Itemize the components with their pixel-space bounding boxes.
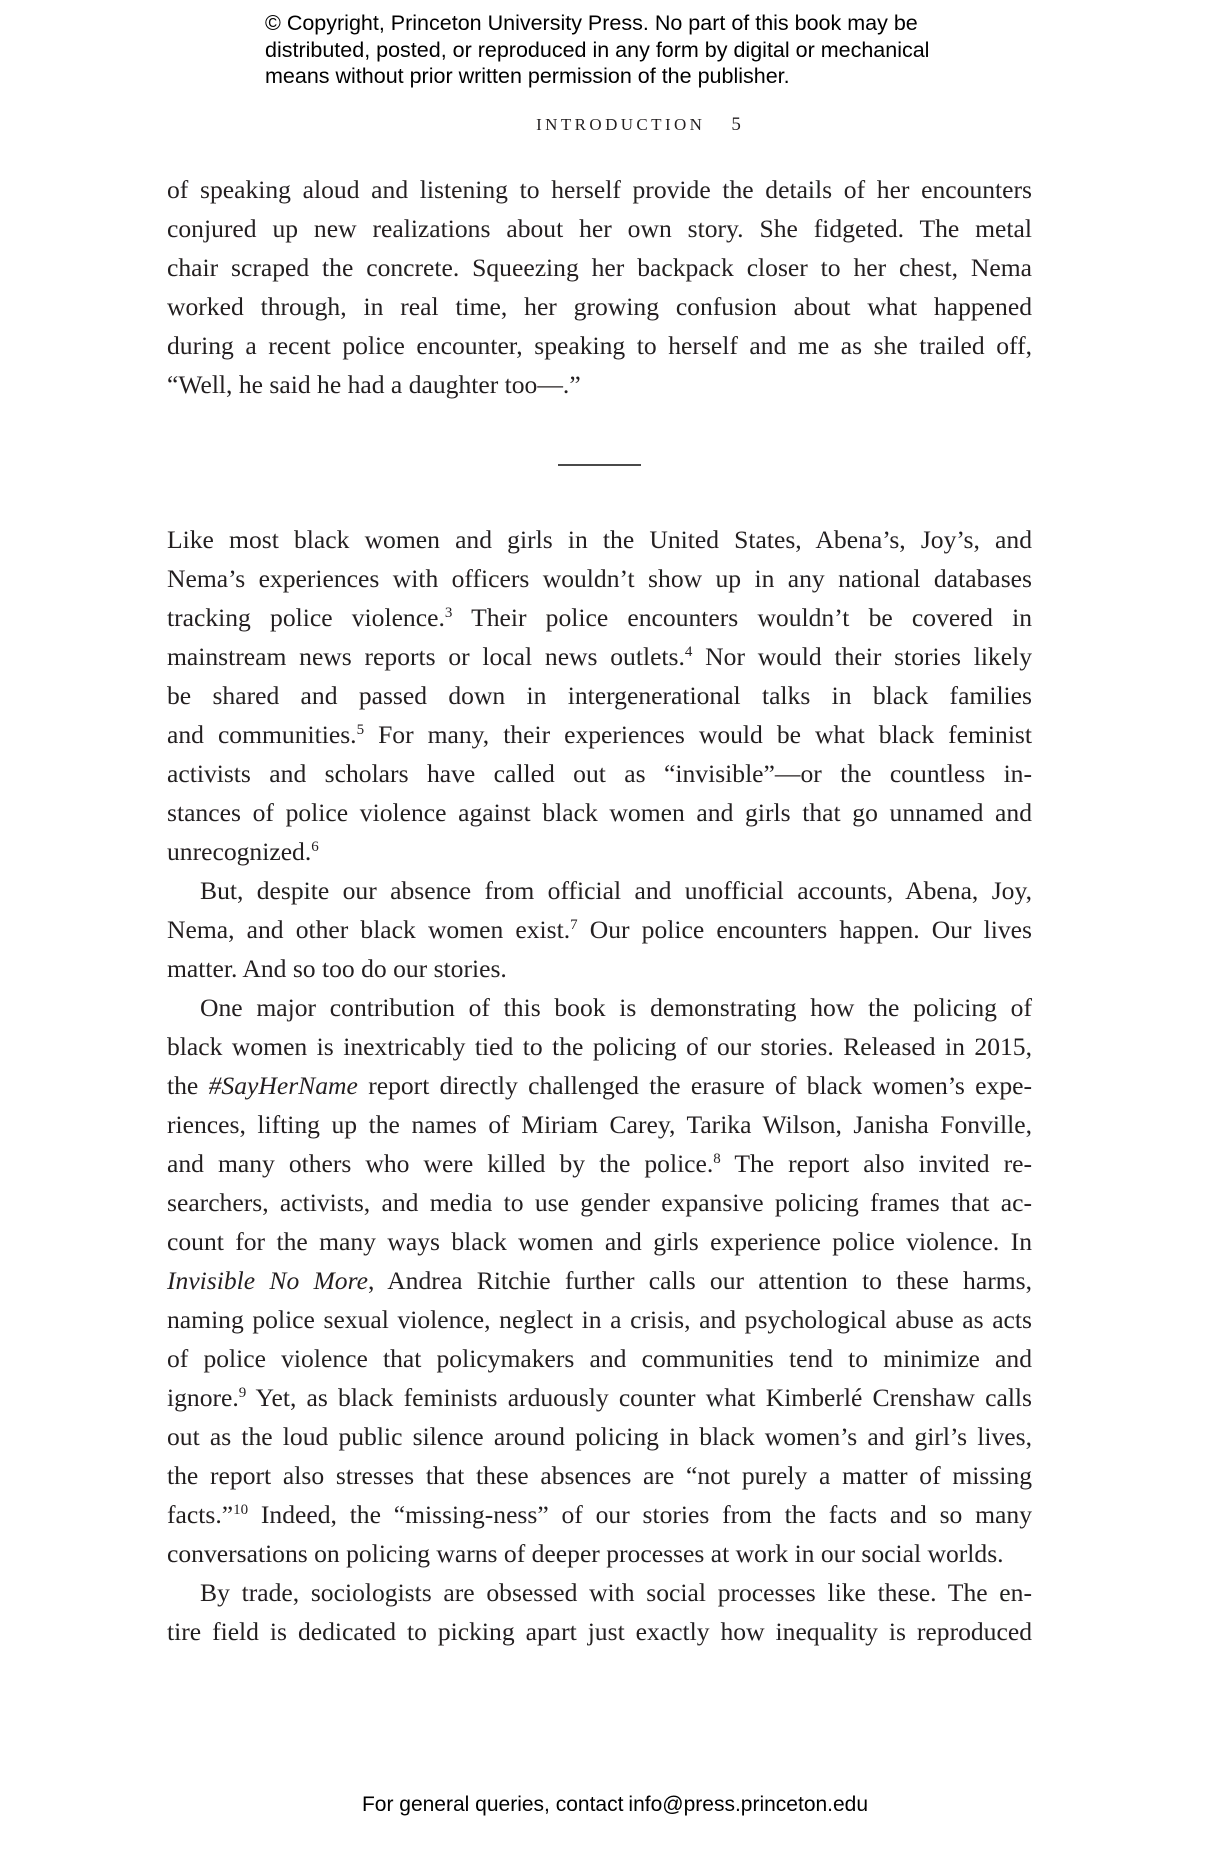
footnote-ref[interactable]: 9 xyxy=(238,1385,247,1401)
text-run: and communities. xyxy=(167,720,357,749)
text-line: stances of police violence against black women and girls that go unnamed and xyxy=(167,798,1032,827)
text-line: By trade, sociologists are obsessed with social processes like these. The en- xyxy=(200,1578,1032,1607)
text-line xyxy=(167,1378,1032,1417)
page-number: 5 xyxy=(731,114,741,135)
text-run: unrecognized. xyxy=(167,837,312,866)
text-line: Like most black women and girls in the United States, Abena’s, Joy’s, and xyxy=(167,525,1032,554)
footer-notice xyxy=(0,1793,1225,1817)
text-line: searchers, activists, and media to use gender expansive policing frames that ac- xyxy=(167,1188,1032,1217)
body-section-1 xyxy=(167,170,1032,404)
text-run: the xyxy=(167,1071,199,1100)
text-line xyxy=(167,1144,1032,1183)
paragraph xyxy=(167,871,1032,988)
text-run: Yet, as black feminists arduously counter what Kimberlé Crenshaw calls xyxy=(255,1383,1032,1412)
paragraph xyxy=(167,520,1032,871)
text-line xyxy=(167,1066,1032,1105)
text-run: mainstream news reports or local news outlets. xyxy=(167,642,685,671)
text-run: Nor would their stories likely xyxy=(705,642,1032,671)
text-line: of speaking aloud and listening to herself provide the details of her encounters xyxy=(167,175,1032,204)
copyright-line: means without prior written permission of the publisher. xyxy=(265,64,790,88)
text-run: Nema, and other black women exist. xyxy=(167,915,571,944)
text-run: For many, their experiences would be what black feminist xyxy=(378,720,1033,749)
text-line: count for the many ways black women and girls experience police violence. In xyxy=(167,1227,1032,1256)
section-break-divider xyxy=(558,464,641,466)
text-line xyxy=(167,715,1032,754)
footnote-ref[interactable]: 10 xyxy=(233,1502,249,1518)
text-line: naming police sexual violence, neglect in a crisis, and psychological abuse as acts xyxy=(167,1305,1032,1334)
contact-email-link[interactable]: info@press.princeton.edu xyxy=(628,1793,869,1816)
italic-title: #SayHerName xyxy=(208,1071,358,1100)
footnote-ref[interactable]: 5 xyxy=(356,722,365,738)
footnote-ref[interactable]: 7 xyxy=(570,917,578,933)
copyright-notice xyxy=(265,10,985,90)
text-line xyxy=(167,910,1032,949)
text-line: conversations on policing warns of deeper processes at work in our social worlds. xyxy=(167,1539,1004,1568)
text-line xyxy=(167,832,1032,871)
footnote-ref[interactable]: 6 xyxy=(311,839,319,855)
text-line: tire field is dedicated to picking apart just exactly how inequality is reproduced xyxy=(167,1617,1032,1646)
text-line: riences, lifting up the names of Miriam Carey, Tarika Wilson, Janisha Fonville, xyxy=(167,1110,1032,1139)
text-run: Indeed, the “missing-ness” of our stories from the facts and so many xyxy=(260,1500,1032,1529)
paragraph xyxy=(167,1573,1032,1651)
footnote-ref[interactable]: 8 xyxy=(713,1151,721,1167)
text-line: the report also stresses that these absences are “not purely a matter of missing xyxy=(167,1461,1032,1490)
body-section-2 xyxy=(167,520,1032,1651)
footnote-ref[interactable]: 4 xyxy=(684,644,693,660)
text-run: report directly challenged the erasure of black women’s expe- xyxy=(368,1071,1032,1100)
text-line xyxy=(167,637,1032,676)
text-line: activists and scholars have called out as “invisible”—or the countless in- xyxy=(167,759,1032,788)
text-run: The report also invited re- xyxy=(734,1149,1032,1178)
text-line: But, despite our absence from official and unofficial accounts, Abena, Joy, xyxy=(200,876,1032,905)
footnote-ref[interactable]: 3 xyxy=(444,605,453,621)
running-head xyxy=(0,114,1225,136)
text-line: conjured up new realizations about her own story. She fidgeted. The metal xyxy=(167,214,1032,243)
text-line xyxy=(167,598,1032,637)
text-line: One major contribution of this book is demonstrating how the policing of xyxy=(200,993,1032,1022)
copyright-line: distributed, posted, or reproduced in any form by digital or mechanical xyxy=(265,37,930,62)
text-line: matter. And so too do our stories. xyxy=(167,954,507,983)
text-run: ignore. xyxy=(167,1383,239,1412)
text-line: be shared and passed down in intergenerational talks in black families xyxy=(167,681,1032,710)
text-line xyxy=(167,1261,1032,1300)
text-line: out as the loud public silence around policing in black women’s and girl’s lives, xyxy=(167,1422,1032,1451)
text-run: facts.” xyxy=(167,1500,234,1529)
text-line: Nema’s experiences with officers wouldn’t show up in any national databases xyxy=(167,564,1032,593)
text-line: chair scraped the concrete. Squeezing her backpack closer to her chest, Nema xyxy=(167,253,1032,282)
text-run: , Andrea Ritchie further calls our attention to these harms, xyxy=(367,1266,1032,1295)
text-run: and many others who were killed by the police. xyxy=(167,1149,714,1178)
text-line: worked through, in real time, her growing confusion about what happened xyxy=(167,292,1032,321)
copyright-line: © Copyright, Princeton University Press. No part of this book may be xyxy=(265,11,918,35)
text-line: of police violence that policymakers and communities tend to minimize and xyxy=(167,1344,1032,1373)
paragraph xyxy=(167,988,1032,1573)
text-line: during a recent police encounter, speaking to herself and me as she trailed off, xyxy=(167,331,1032,360)
text-line: black women is inextricably tied to the policing of our stories. Released in 2015, xyxy=(167,1032,1032,1061)
text-line: “Well, he said he had a daughter too—.” xyxy=(167,370,581,399)
text-run: tracking police violence. xyxy=(167,603,445,632)
text-line xyxy=(167,1495,1032,1534)
chapter-title: INTRODUCTION xyxy=(536,115,706,134)
footer-text: For general queries, contact xyxy=(361,1793,624,1816)
italic-title: Invisible No More xyxy=(167,1266,368,1295)
text-run: Our police encounters happen. Our lives xyxy=(589,915,1032,944)
text-run: Their police encounters wouldn’t be covered in xyxy=(471,603,1032,632)
